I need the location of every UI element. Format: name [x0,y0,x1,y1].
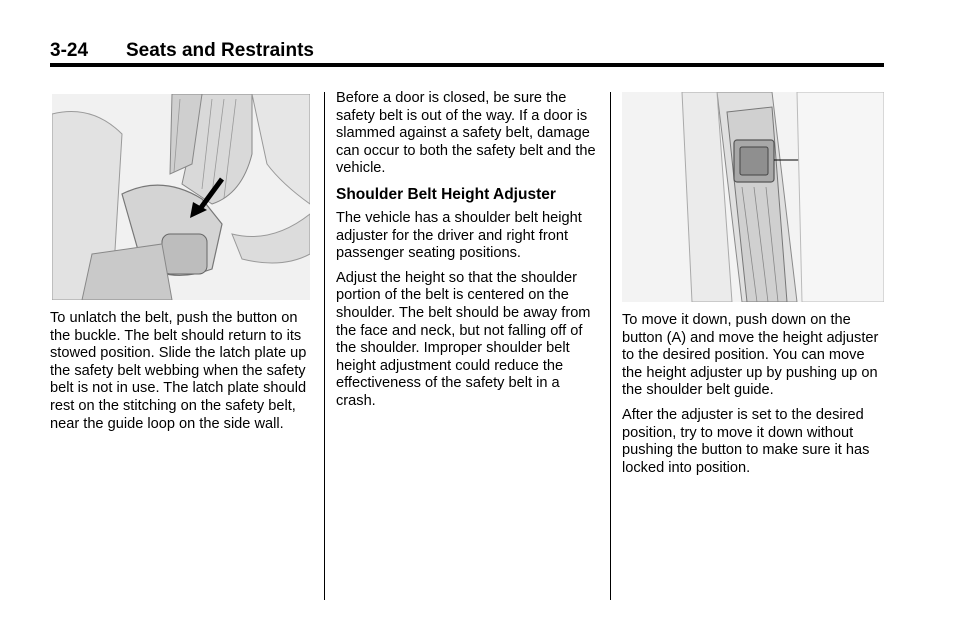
column-2 [336,90,598,411]
paragraph: Adjust the height so that the shoulder portion of the belt is centered on the shoulder. The belt should be away from the face and neck, but not falling off of the shoulder. Improper shoulder belt height adjustment could reduce the effectiveness of the safety belt in a crash. [336,269,591,409]
page-number: 3-24 [50,40,89,61]
shoulder-belt-height-adjuster-illustration [622,92,884,302]
chapter-title: Seats and Restraints [126,40,314,61]
column-3 [622,90,884,477]
page-header [50,38,884,64]
paragraph: To move it down, push down on the button (A) and move the height adjuster to the desired position. You can move the height adjuster up by pushing up on the shoulder belt guide. [622,312,879,399]
header-rule [50,63,884,67]
section-title: Shoulder Belt Height Adjuster [336,185,556,203]
intro-paragraph: Before a door is closed, be sure the safety belt is out of the way. If a door is slammed against a safety belt, damage can occur to both the safety belt and the vehicle. [336,90,596,177]
column-divider-1 [324,92,325,600]
column-1 [50,90,312,433]
paragraph: After the adjuster is set to the desired position, try to move it down without pushing the button to make sure it has locked into position. [622,406,870,476]
paragraph: To unlatch the belt, push the button on the buckle. The belt should return to its stowed position. Slide the latch plate up the safety belt webbing when the safety belt is not in use. The latch plate should rest on the stitching on the safety belt, near the guide loop on the side wall. [50,310,307,432]
column-divider-2 [610,92,611,600]
seatbelt-buckle-release-illustration [52,94,310,300]
paragraph: The vehicle has a shoulder belt height adjuster for the driver and right front passenger seating positions. [336,209,582,262]
